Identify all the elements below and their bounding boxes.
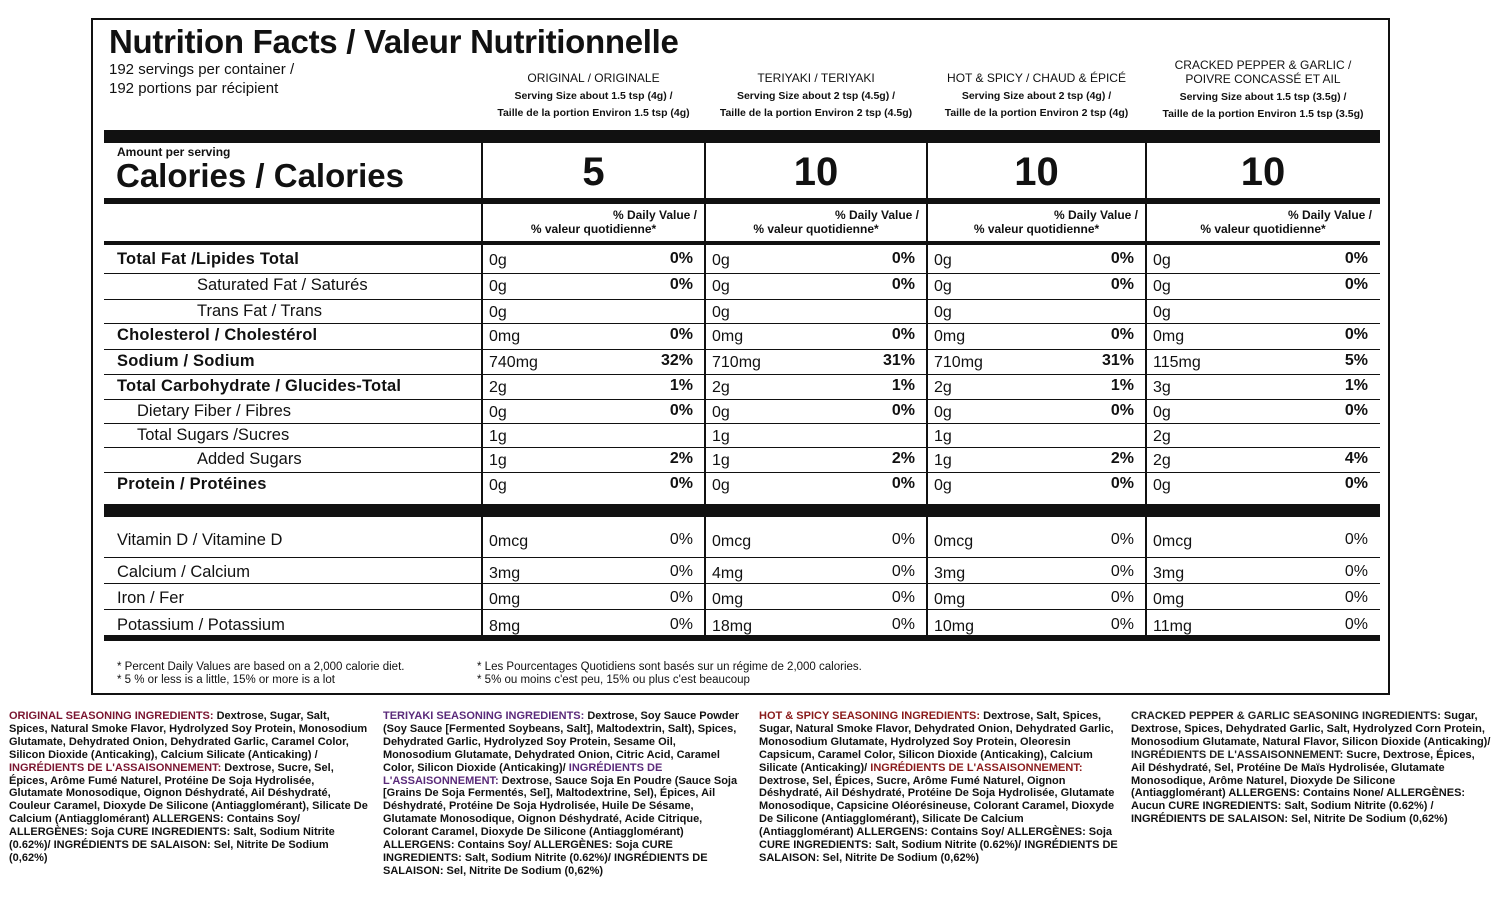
nutrient-amount: 2g — [712, 379, 730, 396]
nutrient-amount: 115mg — [1153, 354, 1201, 371]
footnote-en — [117, 661, 404, 687]
vitamin-amount: 18mg — [712, 618, 753, 635]
nutrient-amount: 2g — [489, 379, 507, 396]
servings-info — [109, 60, 294, 98]
nutrient-amount: 0g — [712, 304, 730, 321]
row-divider — [104, 399, 1380, 400]
ingredients-text: Dextrose, Salt, Spices, Sugar, Natural Smoke Flavor, Dehydrated Onion, Dehydrated Garlic, Monosodium Glutamate, Hydrolyzed Soy Protein, Oleoresin Capsicum, Caramel Color, Silicon Dioxide (Anticaking), Calcium Silicate (Anticaking)/ — [759, 710, 1114, 774]
row-divider — [104, 447, 1380, 448]
ingredients-text-fr: Dextrose, Sel, Épices, Sucre, Arôme Fumé Naturel, Oignon Déshydraté, Ail Déshydraté, Protéine De Soja Hydrolisée, Glutamate Monosodique, Capsicine Oléorésineuse, Colorant Caramel, Dioxyde De Silicone (Antiagglomérant), Silicate De Calcium (Antiagglomérant) ALLERGENS: Contains Soy/ ALLERGÈNES: Soja CURE INGREDIENTS: Salt, Sodium Nitrite (0.62%)/ INGRÉDIENTS DE SALAISON: Sel, Nitrite De Sodium (0,62%) — [759, 774, 1118, 864]
ingredients-text-fr: Sucre, Dextrose, Épices, Ail Déshydraté, Sel, Protéine De Maïs Hydrolisée, Glutamate Monosodique, Arôme Naturel, Dioxyde De Silicone (Antiagglomérant) ALLERGENS: Contains None/ ALLERGÈNES: Aucun CURE INGREDIENTS: Salt, Sodium Nitrite (0.62%) / INGRÉDIENTS DE SALAISON: Sel, Nitrite De Sodium (0,62%) — [1131, 748, 1475, 826]
bottom-divider — [104, 635, 1380, 641]
nutrient-dv: 5% — [1344, 352, 1368, 369]
row-divider — [104, 609, 1380, 610]
vitamin-amount: 0mcg — [934, 533, 974, 550]
nutrient-dv: 2% — [891, 450, 915, 467]
nutrient-amount: 0g — [712, 404, 730, 421]
vitamin-dv: 0% — [1110, 616, 1134, 633]
nutrient-amount: 0g — [489, 252, 507, 269]
nutrient-dv: 0% — [669, 250, 693, 267]
nutrient-dv: 0% — [669, 326, 693, 343]
vitamin-dv: 0% — [669, 563, 693, 580]
vitamin-dv: 0% — [1344, 616, 1368, 633]
calories-value: 5 — [582, 150, 605, 194]
vitamin-dv: 0% — [1110, 589, 1134, 606]
nutrient-amount: 0g — [712, 278, 730, 295]
nutrient-dv: 4% — [1344, 450, 1368, 467]
serving-size-fr: Taille de la portion Environ 2 tsp (4.5g) — [719, 107, 913, 119]
nutrient-amount: 0g — [489, 278, 507, 295]
footnote-en-1: * Percent Daily Values are based on a 2,000 calorie diet. — [117, 661, 405, 673]
nutrient-dv: 0% — [891, 475, 915, 492]
nutrient-dv: 0% — [669, 276, 693, 293]
ingredients-text-fr: Dextrose, Sucre, Sel, Épices, Arôme Fumé Naturel, Protéine De Soja Hydrolisée, Glutamate Monosodique, Oignon Déshydraté, Ail Déshydraté, Couleur Caramel, Dioxyde De Silicone (Antiagglomérant), Silicate De Calcium (Antiagglomérant) ALLERGENS: Contains Soy/ ALLERGÈNES: Soja CURE INGREDIENTS: Salt, Sodium Nitrite (0.62%)/ INGRÉDIENTS DE SALAISON: Sel, Nitrite De Sodium (0,62%) — [9, 761, 368, 864]
serving-size-en: Serving Size about 2 tsp (4.5g) / — [736, 90, 896, 102]
vitamin-amount: 0mg — [1153, 591, 1185, 608]
nutrient-amount: 0g — [712, 252, 730, 269]
row-divider — [104, 472, 1380, 473]
nutrient-amount: 1g — [489, 428, 507, 445]
nutrient-label: Added Sugars — [197, 450, 302, 468]
nutrient-amount: 2g — [1153, 452, 1171, 469]
nutrient-dv: 0% — [669, 402, 693, 419]
nutrient-amount: 3g — [1153, 379, 1171, 396]
vitamin-dv: 0% — [1344, 531, 1368, 548]
nutrient-amount: 0g — [1153, 477, 1171, 494]
ingredients-text: Dextrose, Sugar, Salt, Spices, Natural Smoke Flavor, Hydrolyzed Soy Protein, Monosodium Glutamate, Dehydrated Onion, Dehydrated Garlic, Caramel Color, Silicon Dioxide (Anticaking), Calcium Silicate (Anticaking) / — [9, 710, 368, 761]
nutrient-amount: 0g — [934, 404, 952, 421]
nutrient-amount: 0mg — [712, 328, 744, 345]
dv-header — [705, 208, 927, 236]
nutrient-amount: 0mg — [934, 328, 966, 345]
dv-en: % Daily Value / — [834, 208, 919, 222]
footnote-en-2: * 5 % or less is a little, 15% or more is a lot — [117, 674, 335, 686]
column-name: HOT & SPICY / CHAUD & ÉPICÉ — [947, 71, 1126, 85]
nutrient-amount: 1g — [712, 452, 730, 469]
nutrient-dv: 1% — [1110, 377, 1134, 394]
ingredients-text: Sugar, Dextrose, Spices, Dehydrated Garlic, Salt, Hydrolyzed Corn Protein, Monosodium Glutamate, Natural Flavor, Silicon Dioxide (Anticaking)/ — [1131, 710, 1491, 748]
nutrient-dv: 0% — [891, 276, 915, 293]
dv-header — [482, 208, 705, 236]
ingredients-block — [1131, 710, 1491, 826]
nutrient-dv: 0% — [1110, 250, 1134, 267]
nutrient-amount: 0g — [489, 304, 507, 321]
column-divider — [704, 204, 706, 504]
serving-size-en: Serving Size about 2 tsp (4g) / — [961, 90, 1112, 102]
nutrient-amount: 0g — [934, 278, 952, 295]
row-divider — [104, 583, 1380, 584]
dv-en: % Daily Value / — [1053, 208, 1138, 222]
nutrient-dv: 2% — [669, 450, 693, 467]
vitamin-amount: 0mg — [489, 591, 521, 608]
vitamin-amount: 0mcg — [712, 533, 752, 550]
ingredients-heading: HOT & SPICY SEASONING INGREDIENTS: — [759, 710, 981, 722]
row-divider — [104, 557, 1380, 558]
nutrient-dv: 2% — [1110, 450, 1134, 467]
nutrient-dv: 1% — [669, 377, 693, 394]
column-divider — [704, 517, 706, 635]
calories-divider — [104, 198, 1380, 204]
nutrient-amount: 0mg — [489, 328, 521, 345]
vitamin-dv: 0% — [669, 531, 693, 548]
calories-value: 10 — [1240, 150, 1286, 194]
nutrient-dv: 0% — [891, 402, 915, 419]
nutrient-dv: 0% — [1344, 250, 1368, 267]
nutrient-dv: 0% — [1344, 326, 1368, 343]
ingredients-block — [383, 710, 743, 878]
vitamin-amount: 0mcg — [489, 533, 529, 550]
ingredients-heading-fr: INGRÉDIENTS DE L'ASSAISONNEMENT: — [1131, 748, 1344, 761]
nutrient-amount: 0g — [934, 477, 952, 494]
ingredients-heading-fr: INGRÉDIENTS DE L'ASSAISONNEMENT: — [383, 761, 663, 787]
row-divider — [104, 273, 1380, 274]
nutrient-amount: 2g — [934, 379, 952, 396]
row-divider — [104, 323, 1380, 324]
vitamin-amount: 8mg — [489, 618, 521, 635]
column-name: CRACKED PEPPER & GARLIC / — [1174, 58, 1352, 72]
column-divider — [926, 517, 928, 635]
nutrient-label: Protein / Protéines — [117, 475, 267, 493]
row-divider — [104, 349, 1380, 350]
nutrient-dv: 1% — [891, 377, 915, 394]
column-divider — [481, 204, 483, 504]
vitamin-dv: 0% — [1110, 563, 1134, 580]
ingredients-heading-fr: INGRÉDIENTS DE L'ASSAISONNEMENT: — [9, 761, 222, 774]
vitamin-amount: 3mg — [934, 565, 966, 582]
ingredients-heading-fr: INGRÉDIENTS DE L'ASSAISONNEMENT: — [867, 761, 1083, 774]
thick-divider-top — [104, 130, 1380, 143]
calories-value: 10 — [1014, 150, 1059, 194]
dv-fr: % valeur quotidienne* — [753, 222, 879, 236]
row-divider — [104, 299, 1380, 300]
footnote-fr-2: * 5% ou moins c'est peu, 15% ou plus c'est beaucoup — [477, 674, 750, 686]
nutrient-dv: 1% — [1344, 377, 1368, 394]
serving-size-fr: Taille de la portion Environ 2 tsp (4g) — [944, 107, 1129, 119]
vitamin-dv: 0% — [669, 589, 693, 606]
vitamin-amount: 3mg — [1153, 565, 1185, 582]
nutrient-dv: 0% — [1110, 402, 1134, 419]
nutrient-amount: 1g — [712, 428, 730, 445]
nutrient-dv: 0% — [1110, 326, 1134, 343]
row-divider — [104, 423, 1380, 424]
vitamin-amount: 10mg — [934, 618, 975, 635]
ingredients-heading: CRACKED PEPPER & GARLIC SEASONING INGREDIENTS: — [1131, 710, 1441, 722]
amount-per-serving: Amount per serving — [117, 145, 231, 159]
vitamin-dv: 0% — [891, 589, 915, 606]
nutrient-label: Total Fat /Lipides Total — [117, 250, 300, 268]
ingredients-block — [759, 710, 1119, 865]
nutrient-dv: 0% — [1344, 475, 1368, 492]
nutrient-amount: 1g — [934, 428, 952, 445]
nutrient-amount: 0mg — [1153, 328, 1185, 345]
footnote-fr — [477, 661, 862, 687]
ingredients-block — [9, 710, 369, 865]
nutrient-amount: 2g — [1153, 428, 1171, 445]
column-divider — [926, 204, 928, 504]
column-name: TERIYAKI / TERIYAKI — [757, 71, 875, 85]
nutrient-amount: 0g — [934, 304, 952, 321]
ingredients-heading: TERIYAKI SEASONING INGREDIENTS: — [383, 710, 585, 722]
dv-fr: % valeur quotidienne* — [1200, 222, 1326, 236]
nutrient-dv: 0% — [1344, 402, 1368, 419]
nutrient-amount: 710mg — [712, 354, 761, 371]
nutrient-dv: 32% — [660, 352, 693, 369]
dv-en: % Daily Value / — [612, 208, 697, 222]
nutrient-amount: 0g — [489, 477, 507, 494]
column-divider — [926, 143, 928, 200]
column-header — [1146, 58, 1380, 123]
thick-divider-vitamins — [104, 504, 1380, 517]
dv-en: % Daily Value / — [1287, 208, 1372, 222]
nutrient-amount: 0g — [934, 252, 952, 269]
column-header — [482, 71, 705, 122]
nutrient-amount: 710mg — [934, 354, 983, 371]
vitamin-label: Potassium / Potassium — [117, 616, 285, 634]
column-name-2: POIVRE CONCASSÉ ET AIL — [1185, 72, 1341, 86]
nutrient-label: Total Sugars /Sucres — [137, 426, 290, 444]
dv-divider — [104, 241, 1380, 245]
nutrient-label: Cholesterol / Cholestérol — [117, 326, 318, 344]
row-divider — [104, 374, 1380, 375]
nutrient-dv: 0% — [891, 326, 915, 343]
nutrient-label: Sodium / Sodium — [117, 352, 255, 370]
nutrient-amount: 0g — [1153, 278, 1171, 295]
nutrient-amount: 0g — [1153, 304, 1171, 321]
calories-value: 10 — [793, 150, 839, 194]
nutrient-amount: 0g — [1153, 252, 1171, 269]
serving-size-en: Serving Size about 1.5 tsp (4g) / — [514, 90, 673, 102]
serving-size-en: Serving Size about 1.5 tsp (3.5g) / — [1179, 91, 1347, 103]
nutrient-dv: 31% — [1101, 352, 1134, 369]
nutrient-amount: 1g — [934, 452, 952, 469]
vitamin-label: Calcium / Calcium — [117, 563, 250, 581]
ingredients-heading: ORIGINAL SEASONING INGREDIENTS: — [9, 710, 214, 722]
column-name: ORIGINAL / ORIGINALE — [527, 71, 660, 85]
vitamin-amount: 3mg — [489, 565, 521, 582]
ingredients-text: Dextrose, Soy Sauce Powder (Soy Sauce [Fermented Soybeans, Salt], Maltodextrin, Salt), Spices, Dehydrated Garlic, Hydrolyzed Soy Protein, Sesame Oil, Monosodium Glutamate, Dehydrated Onion, Citric Acid, Caramel Color, Silicon Dioxide (Anticaking)/ — [383, 710, 739, 774]
nutrient-label: Saturated Fat / Saturés — [197, 276, 368, 294]
nutrient-dv: 0% — [1110, 276, 1134, 293]
label-title: Nutrition Facts / Valeur Nutritionnelle — [109, 23, 679, 60]
vitamin-label: Vitamin D / Vitamine D — [117, 531, 283, 549]
column-divider — [704, 143, 706, 200]
nutrient-dv: 0% — [891, 250, 915, 267]
vitamin-label: Iron / Fer — [117, 589, 184, 607]
nutrient-amount: 0g — [489, 404, 507, 421]
servings-fr: 192 portions par récipient — [109, 80, 279, 97]
vitamin-dv: 0% — [1110, 531, 1134, 548]
nutrient-amount: 1g — [489, 452, 507, 469]
vitamin-amount: 4mg — [712, 565, 744, 582]
nutrient-amount: 0g — [1153, 404, 1171, 421]
column-divider — [1145, 204, 1147, 504]
vitamin-amount: 11mg — [1153, 618, 1192, 635]
serving-size-fr: Taille de la portion Environ 1.5 tsp (3.5g) — [1162, 108, 1364, 120]
vitamin-amount: 0mg — [934, 591, 966, 608]
servings-en: 192 servings per container / — [109, 61, 295, 78]
vitamin-amount: 0mcg — [1153, 533, 1193, 550]
nutrient-amount: 740mg — [489, 354, 538, 371]
nutrient-dv: 0% — [1344, 276, 1368, 293]
dv-fr: % valeur quotidienne* — [973, 222, 1100, 236]
dv-header — [1146, 208, 1380, 236]
column-divider — [1145, 143, 1147, 200]
vitamin-amount: 0mg — [712, 591, 744, 608]
dv-header — [927, 208, 1146, 236]
column-header — [927, 71, 1146, 122]
vitamin-dv: 0% — [669, 616, 693, 633]
column-header — [705, 71, 927, 122]
nutrition-facts-panel — [91, 18, 1390, 695]
nutrient-label: Trans Fat / Trans — [197, 302, 323, 320]
column-divider — [481, 517, 483, 635]
nutrient-dv: 31% — [882, 352, 915, 369]
vitamin-dv: 0% — [891, 616, 915, 633]
serving-size-fr: Taille de la portion Environ 1.5 tsp (4g) — [497, 107, 690, 119]
nutrient-amount: 0g — [712, 477, 730, 494]
nutrient-label: Dietary Fiber / Fibres — [137, 402, 292, 420]
nutrient-dv: 0% — [669, 475, 693, 492]
vitamin-dv: 0% — [891, 531, 915, 548]
column-divider — [481, 143, 483, 200]
vitamin-dv: 0% — [1344, 563, 1368, 580]
column-divider — [1145, 517, 1147, 635]
ingredients-text-fr: Dextrose, Sauce Soja En Poudre (Sauce Soja [Grains De Soja Fermentés, Sel], Maltodextrine, Sel), Épices, Ail Déshydraté, Protéine De Soja Hydrolisée, Huile De Sésame, Glutamate Monosodique, Oignon Déshydraté, Acide Citrique, Colorant Caramel, Dioxyde De Silicone (Antiagglomérant) ALLERGENS: Contains Soy/ ALLERGÈNES: Soja CURE INGREDIENTS: Salt, Sodium Nitrite (0.62%)/ INGRÉDIENTS DE SALAISON: Sel, Nitrite De Sodium (0,62%) — [383, 774, 738, 877]
vitamin-dv: 0% — [1344, 589, 1368, 606]
calories-label: Calories / Calories — [116, 157, 404, 194]
vitamin-dv: 0% — [891, 563, 915, 580]
nutrient-label: Total Carbohydrate / Glucides-Total — [117, 377, 402, 395]
footnote-fr-1: * Les Pourcentages Quotidiens sont basés sur un régime de 2,000 calories. — [477, 661, 862, 673]
nutrient-dv: 0% — [1110, 475, 1134, 492]
dv-fr: % valeur quotidienne* — [530, 222, 657, 236]
